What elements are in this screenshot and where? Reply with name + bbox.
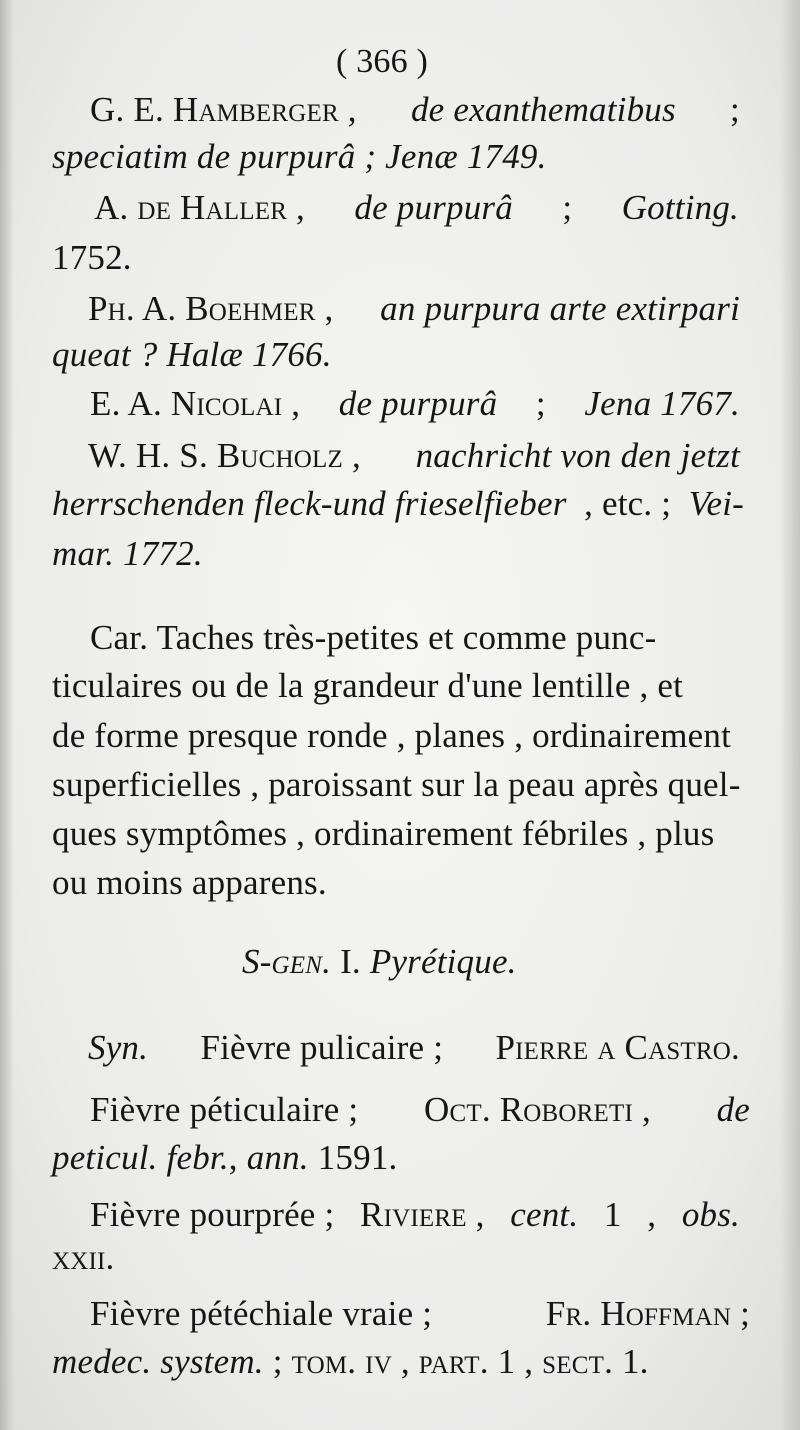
work-title: de purpurâ: [338, 384, 498, 423]
publication-place: Vei-: [688, 484, 744, 523]
reference-boehmer: Ph. A. Boehmer , an purpura arte extirpari: [88, 287, 740, 331]
author-name: Fr. Hoffman: [545, 1294, 732, 1333]
work-title: medec. system.: [52, 1342, 264, 1381]
work-title: an purpura arte extirpari: [380, 289, 740, 328]
page-edge-shadow-right: [780, 0, 800, 1430]
publication-place: Jena 1767.: [584, 384, 740, 423]
reference-haller-year: 1752.: [52, 238, 132, 277]
reference-hamberger: G. E. Hamberger , de exanthematibus ;: [90, 88, 740, 132]
reference-bucholz-end: mar. 1772.: [52, 534, 203, 573]
author-name: G. E. Hamberger: [90, 90, 339, 129]
author-name: E. A. Nicolai: [90, 384, 283, 423]
characters-line-5: ques symptômes , ordinairement fébriles , plus: [52, 814, 715, 853]
page-number: ( 366 ): [336, 43, 429, 80]
reference-hamberger-continued: speciatim de purpurâ ; Jenæ 1749.: [52, 137, 547, 176]
characters-line-6: ou moins apparens.: [52, 863, 327, 902]
synonym-pulicaire: Syn. Fièvre pulicaire ; Pierre a Castro.: [88, 1026, 740, 1070]
characters-line-1: Car. Taches très-petites et comme punc-: [90, 618, 657, 657]
work-title: de purpurâ: [354, 188, 513, 227]
work-title: peticul. febr.: [52, 1138, 229, 1177]
author-name: Oct. Roboreti: [424, 1090, 633, 1129]
reference-bucholz-continued: herrschenden fleck-und frieselfieber , etc. ; Vei-: [52, 482, 744, 526]
author-name: W. H. S. Bucholz: [88, 436, 343, 475]
author-name: Riviere: [360, 1195, 467, 1234]
work-title: nachricht von den jetzt: [415, 436, 740, 475]
reference-bucholz: W. H. S. Bucholz , nachricht von den jetzt: [88, 434, 740, 478]
synonym-peticulaire: Fièvre péticulaire ; Oct. Roboreti , de: [90, 1090, 750, 1129]
synonym-petechiale: Fièvre pétéchiale vraie ; Fr. Hoffman ;: [90, 1294, 750, 1333]
synonym-pourpree: Fièvre pourprée ; Riviere , cent. 1 , obs.: [90, 1195, 740, 1234]
publication-place: Gotting.: [621, 188, 739, 227]
reference-nicolai: E. A. Nicolai , de purpurâ ; Jena 1767.: [90, 382, 740, 426]
subgenus-heading: [242, 940, 517, 984]
synonym-peticulaire-continued: peticul. febr., ann. 1591.: [52, 1138, 398, 1177]
characters-line-2: ticulaires ou de la grandeur d'une lentille , et: [52, 666, 684, 705]
subgenus-label: S-gen.: [242, 942, 332, 981]
synonym-petechiale-continued: medec. system. ; tom. iv , part. 1 , sect. 1.: [52, 1342, 649, 1381]
work-title: herrschenden fleck-und frieselfieber: [52, 484, 567, 523]
page-edge-shadow-left: [0, 0, 14, 1430]
synonym-pourpree-continued: xxii.: [52, 1238, 115, 1277]
characters-line-3: de forme presque ronde , planes , ordinairement: [52, 716, 732, 755]
characters-line-4: superficielles , paroissant sur la peau après quel-: [52, 765, 741, 804]
reference-boehmer-continued: queat ? Halæ 1766.: [52, 335, 332, 374]
synonym-label: Syn.: [88, 1028, 149, 1067]
work-title: de exanthematibus: [410, 90, 676, 129]
author-name: A. de Haller: [94, 188, 288, 227]
author-name: Ph. A. Boehmer: [88, 289, 316, 328]
reference-haller: A. de Haller , de purpurâ ; Gotting.: [94, 186, 739, 230]
subgenus-name: Pyrétique.: [369, 942, 517, 981]
author-name: Pierre a Castro.: [495, 1028, 740, 1067]
subgenus-number: I.: [340, 942, 361, 981]
